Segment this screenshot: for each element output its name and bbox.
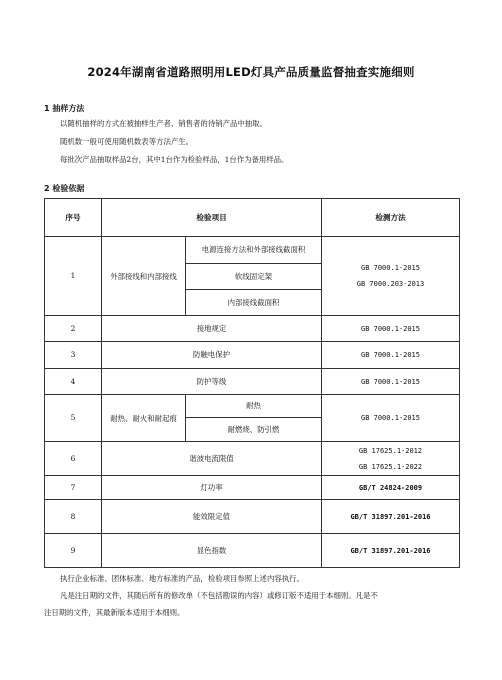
item-group: 外部接线和内部接线	[102, 237, 186, 316]
table-row	[45, 369, 460, 395]
section-2-heading: 2 检验依据	[44, 184, 85, 193]
note: 凡是注日期的文件，其随后所有的修改单（不包括勘误的内容）或修订版不适用于本细则。凡是不	[60, 591, 378, 600]
method: GB 7000.1-2015	[322, 395, 460, 442]
table-row	[45, 342, 460, 369]
method: GB 17625.1-2022	[358, 462, 423, 471]
method: GB 17625.1-2012	[358, 446, 423, 455]
sub-item: 电源连接方法和外部接线截面积	[186, 237, 322, 264]
row-number: 6	[45, 442, 102, 476]
sub-item: 耐热	[186, 395, 322, 418]
item: 防触电保护	[102, 342, 322, 369]
item: 谐波电流限值	[102, 442, 322, 476]
method: GB/T 24824-2009	[322, 476, 460, 500]
item: 灯功率	[102, 476, 322, 500]
row-number: 9	[45, 534, 102, 568]
method-cell	[322, 237, 460, 316]
header-item: 检验项目	[102, 199, 322, 237]
method: GB/T 31897.201-2016	[322, 534, 460, 568]
table-row	[45, 316, 460, 342]
note: 执行企业标准、团体标准、地方标准的产品，检验项目参照上述内容执行。	[60, 574, 304, 583]
header-method: 检测方法	[322, 199, 460, 237]
sub-item: 耐燃烧、防引燃	[186, 418, 322, 442]
method: GB 7000.1-2015	[360, 264, 420, 272]
section-1-heading: 1 抽样方法	[44, 104, 85, 113]
item: 能效限定值	[102, 500, 322, 534]
item: 显色指数	[102, 534, 322, 568]
paragraph: 随机数一般可使用随机数表等方法产生。	[60, 137, 194, 146]
table-row	[45, 395, 460, 418]
paragraph: 每批次产品抽取样品2台，其中1台作为检验样品，1台作为备用样品。	[60, 155, 289, 164]
method-cell	[322, 442, 460, 476]
item-group: 耐热、耐火和耐起痕	[102, 395, 186, 442]
sub-item: 软线固定架	[186, 264, 322, 290]
table-header-row	[45, 199, 460, 237]
paragraph: 以随机抽样的方式在被抽样生产者、销售者的待销产品中抽取。	[60, 119, 267, 128]
document-title: 2024年湖南省道路照明用LED灯具产品质量监督抽查实施细则	[87, 65, 415, 79]
row-number: 5	[45, 395, 102, 442]
table-row	[45, 534, 460, 568]
item: 接地规定	[102, 316, 322, 342]
table-row	[45, 476, 460, 500]
header-no: 序号	[45, 199, 102, 237]
table-row	[45, 442, 460, 476]
method: GB 7000.203-2013	[356, 280, 425, 288]
method: GB 7000.1-2015	[322, 342, 460, 369]
row-number: 3	[45, 342, 102, 369]
method: GB/T 31897.201-2016	[322, 500, 460, 534]
row-number: 1	[45, 237, 102, 316]
inspection-table	[44, 198, 460, 568]
table-row	[45, 237, 460, 264]
note: 注日期的文件，其最新版本适用于本细则。	[44, 608, 185, 617]
sub-item: 内部接线截面积	[186, 290, 322, 316]
row-number: 8	[45, 500, 102, 534]
method: GB 7000.1-2015	[322, 369, 460, 395]
method: GB 7000.1-2015	[322, 316, 460, 342]
row-number: 7	[45, 476, 102, 500]
table-row	[45, 500, 460, 534]
row-number: 4	[45, 369, 102, 395]
row-number: 2	[45, 316, 102, 342]
item: 防护等级	[102, 369, 322, 395]
